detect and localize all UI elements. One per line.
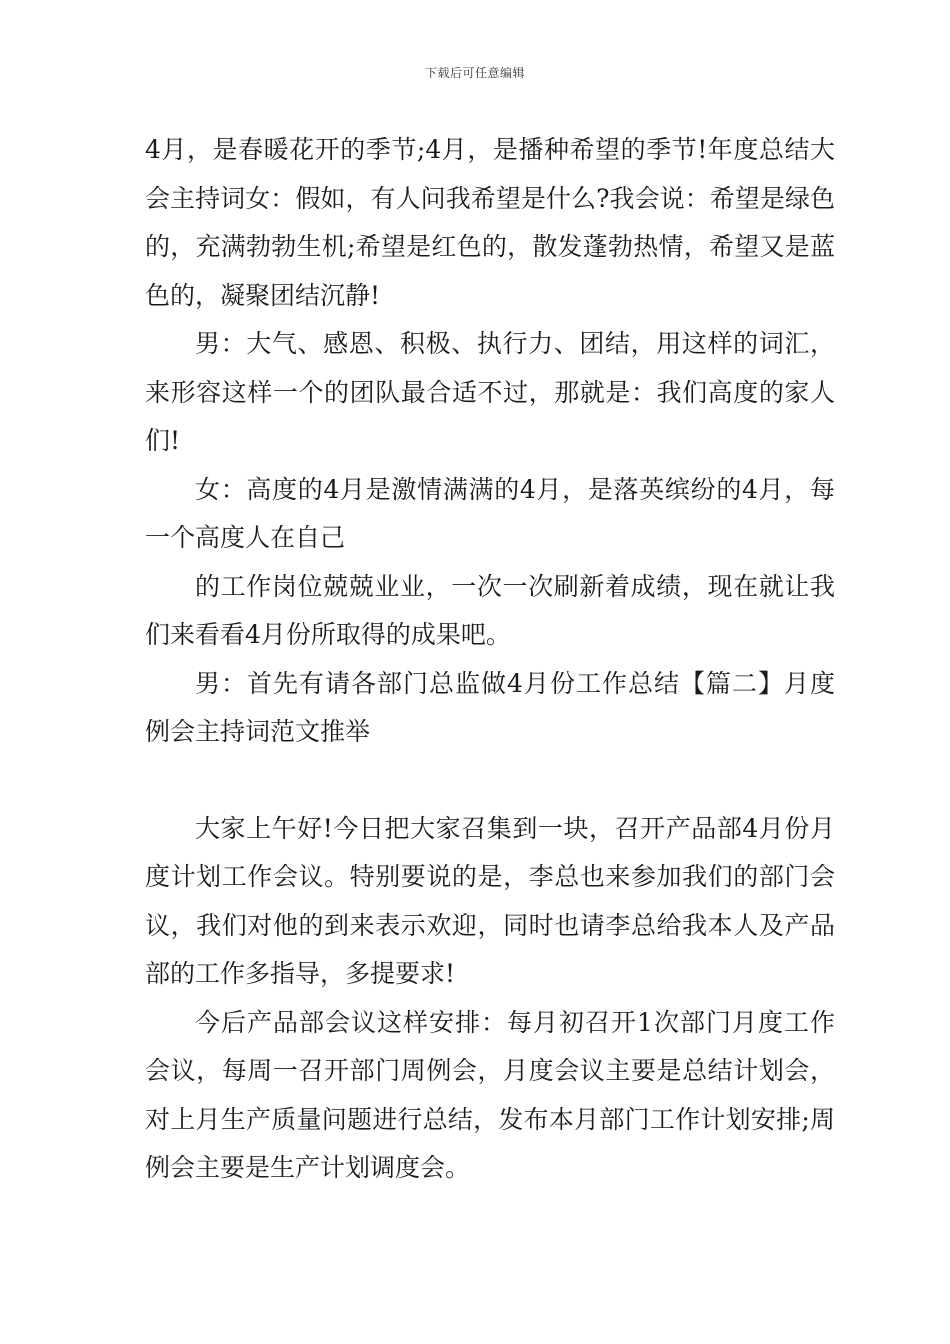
paragraph-greeting: 大家上午好!今日把大家召集到一块，召开产品部4月份月度计划工作会议。特别要说的是，李总也来参加我们的部门会议，我们对他的到来表示欢迎，同时也请李总给我本人及产品部的工作多指导，多提要求!	[145, 813, 835, 988]
paragraph-continuation: 的工作岗位兢兢业业，一次一次刷新着成绩，现在就让我们来看看4月份所取得的成果吧。	[145, 571, 835, 649]
paragraph-female-1: 女：高度的4月是激情满满的4月，是落英缤纷的4月，每一个高度人在自己	[145, 474, 835, 552]
paragraph-male-2: 男：首先有请各部门总监做4月份工作总结【篇二】月度例会主持词范文推举	[145, 668, 835, 746]
section-spacer	[145, 757, 835, 805]
document-body	[145, 126, 835, 1193]
paragraph-intro: 4月，是春暖花开的季节;4月，是播种希望的季节!年度总结大会主持词女：假如，有人问我希望是什么?我会说：希望是绿色的，充满勃勃生机;希望是红色的，散发蓬勃热情，希望又是蓝色的，凝聚团结沉静!	[145, 135, 835, 310]
page-header: 下载后可任意编辑	[424, 66, 525, 80]
paragraph-schedule: 今后产品部会议这样安排：每月初召开1次部门月度工作会议，每周一召开部门周例会，月度会议主要是总结计划会，对上月生产质量问题进行总结，发布本月部门工作计划安排;周例会主要是生产计划调度会。	[145, 1007, 835, 1182]
paragraph-male-1: 男：大气、感恩、积极、执行力、团结，用这样的词汇，来形容这样一个的团队最合适不过，那就是：我们高度的家人们!	[145, 329, 835, 455]
